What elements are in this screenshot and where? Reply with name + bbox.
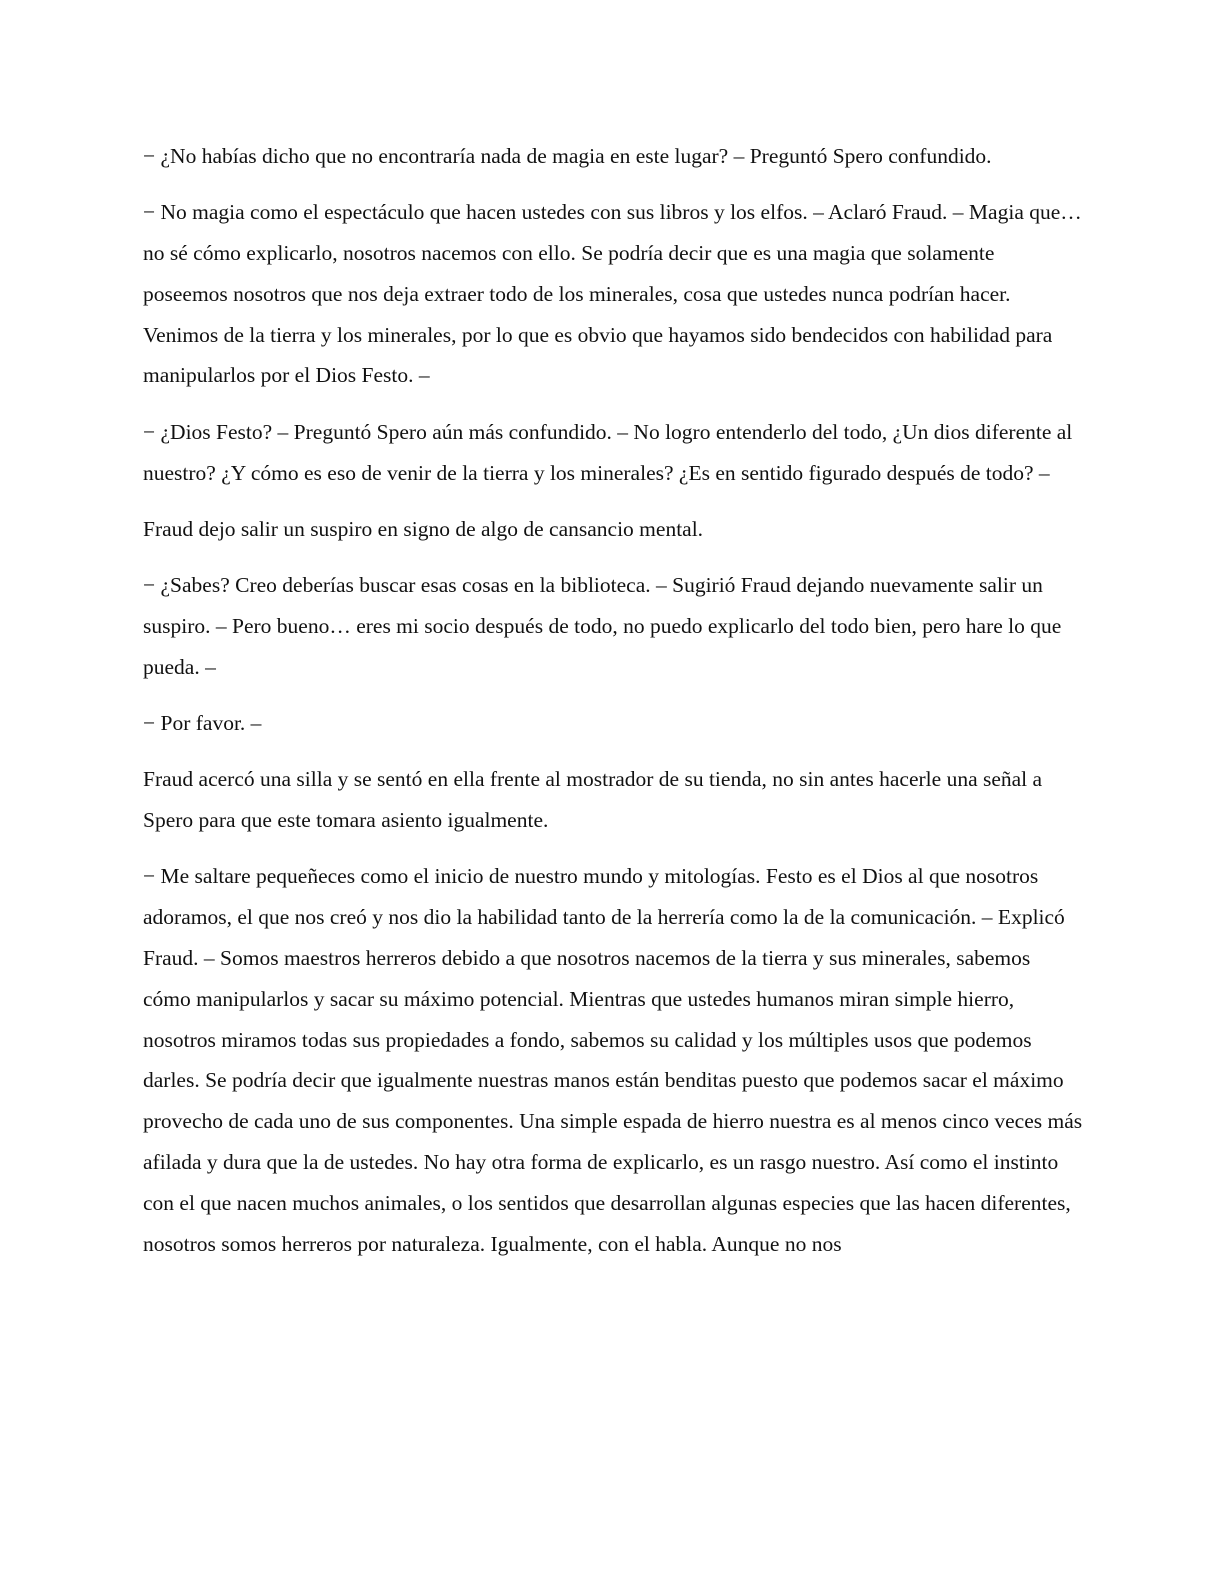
paragraph-8: − Me saltare pequeñeces como el inicio de nuestro mundo y mitologías. Festo es el Dios al que nosotros adoramos, el que nos creó y nos dio la habilidad tanto de la herrería como la de la comunicación. – Explicó Fraud. – Somos maestros herreros debido a que nosotros nacemos de la tierra y sus minerales, sabemos cómo manipularlos y sacar su máximo potencial. Mientras que ustedes humanos miran simple hierro, nosotros miramos todas sus propiedades a fondo, sabemos su calidad y los múltiples usos que podemos darles. Se podría decir que igualmente nuestras manos están benditas puesto que podemos sacar el máximo provecho de cada uno de sus componentes. Una simple espada de hierro nuestra es al menos cinco veces más afilada y dura que la de ustedes. No hay otra forma de explicarlo, es un rasgo nuestro. Así como el instinto con el que nacen muchos animales, o los sentidos que desarrollan algunas especies que las hacen diferentes, nosotros somos herreros por naturaleza. Igualmente, con el habla. Aunque no nos [143, 864, 1083, 1256]
paragraph-1: − ¿No habías dicho que no encontraría nada de magia en este lugar? – Preguntó Spero confundido. [143, 144, 992, 168]
paragraph-4: Fraud dejo salir un suspiro en signo de algo de cansancio mental. [143, 516, 704, 541]
document-page [143, 136, 1083, 1280]
paragraph-6: − Por favor. – [143, 711, 262, 736]
paragraph-7: Fraud acercó una silla y se sentó en ella frente al mostrador de su tienda, no sin antes hacerle una señal a Spero para que este tomara asiento igualmente. [143, 767, 1043, 833]
paragraph-5: − ¿Sabes? Creo deberías buscar esas cosas en la biblioteca. – Sugirió Fraud dejando nuevamente salir un suspiro. – Pero bueno… eres mi socio después de todo, no puedo explicarlo del todo bien, pero hare lo que pueda. – [143, 573, 1062, 679]
paragraph-2: − No magia como el espectáculo que hacen ustedes con sus libros y los elfos. – Aclaró Fraud. – Magia que… no sé cómo explicarlo, nosotros nacemos con ello. Se podría decir que es una magia que solamente poseemos nosotros que nos deja extraer todo de los minerales, cosa que ustedes nunca podrían hacer. Venimos de la tierra y los minerales, por lo que es obvio que hayamos sido bendecidos con habilidad para manipularlos por el Dios Festo. – [143, 200, 1082, 388]
paragraph-3: − ¿Dios Festo? – Preguntó Spero aún más confundido. – No logro entenderlo del todo, ¿Un dios diferente al nuestro? ¿Y cómo es eso de venir de la tierra y los minerales? ¿Es en sentido figurado después de todo? – [143, 419, 1073, 485]
